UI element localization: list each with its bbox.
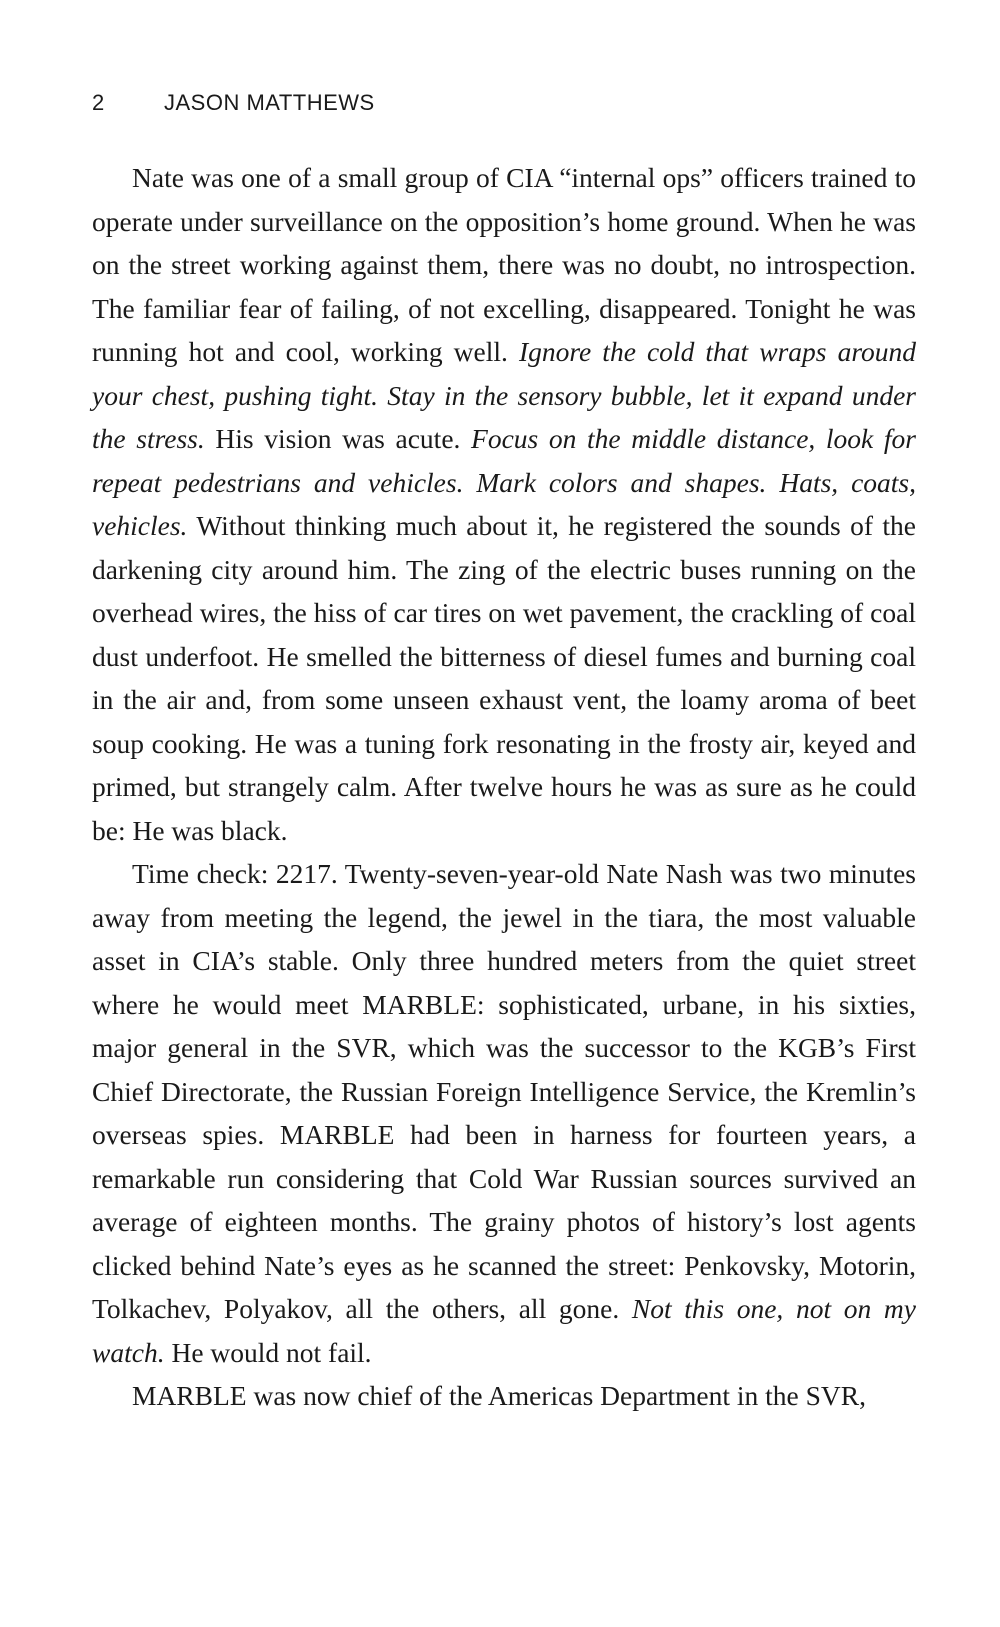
text-segment: Without thinking much about it, he registered the sounds of the darkening city around him. The zing of the electric buses running on the overhead wires, the hiss of car tires on wet pavement, the crackling of coal dust underfoot. He smelled the bitterness of diesel fumes and burning coal in the air and, from some unseen exhaust vent, the loamy aroma of beet soup cooking. He was a tuning fork resonating in the frosty air, keyed and primed, but strangely calm. After twelve hours he was as sure as he could be: He was black. xyxy=(92,510,916,846)
italic-thought: Ignore the cold that wraps around your chest, pushing tight. Stay in the sensory bubble, let it expand under the stress. xyxy=(92,336,916,454)
running-head xyxy=(92,90,375,116)
page-number: 2 xyxy=(92,90,105,115)
text-segment: MARBLE was now chief of the Americas Department in the SVR, xyxy=(132,1380,866,1411)
text-segment: He would not fail. xyxy=(164,1336,372,1368)
paragraph-1 xyxy=(92,156,916,852)
body-text xyxy=(92,156,916,1418)
paragraph-2 xyxy=(92,852,916,1374)
italic-thought: Not this one, not on my watch. xyxy=(92,1293,916,1368)
author-name: JASON MATTHEWS xyxy=(164,90,375,115)
italic-thought: Focus on the middle distance, look for repeat pedestrians and vehicles. Mark colors and shapes. Hats, coats, vehicles. xyxy=(92,423,916,541)
text-segment: Nate was one of a small group of CIA “internal ops” officers trained to operate under surveillance on the opposition’s home ground. When he was on the street working against them, there was no doubt, no introspection. The familiar fear of failing, of not excelling, disappeared. Tonight he was running hot and cool, working well. xyxy=(92,162,916,367)
paragraph-3 xyxy=(92,1374,916,1418)
text-segment: His vision was acute. xyxy=(204,423,472,454)
text-segment: Time check: 2217. Twenty-seven-year-old Nate Nash was two minutes away from meeting the legend, the jewel in the tiara, the most valuable asset in CIA’s stable. Only three hundred meters from the quiet street where he would meet MARBLE: sophisticated, urbane, in his sixties, major general in the SVR, which was the successor to the KGB’s First Chief Directorate, the Russian Foreign Intelligence Service, the Kremlin’s overseas spies. MARBLE had been in harness for fourteen years, a remarkable run considering that Cold War Russian sources survived an average of eighteen months. The grainy photos of history’s lost agents clicked behind Nate’s eyes as he scanned the street: Penkovsky, Motorin, Tolkachev, Polyakov, all the others, all gone. xyxy=(92,858,916,1324)
